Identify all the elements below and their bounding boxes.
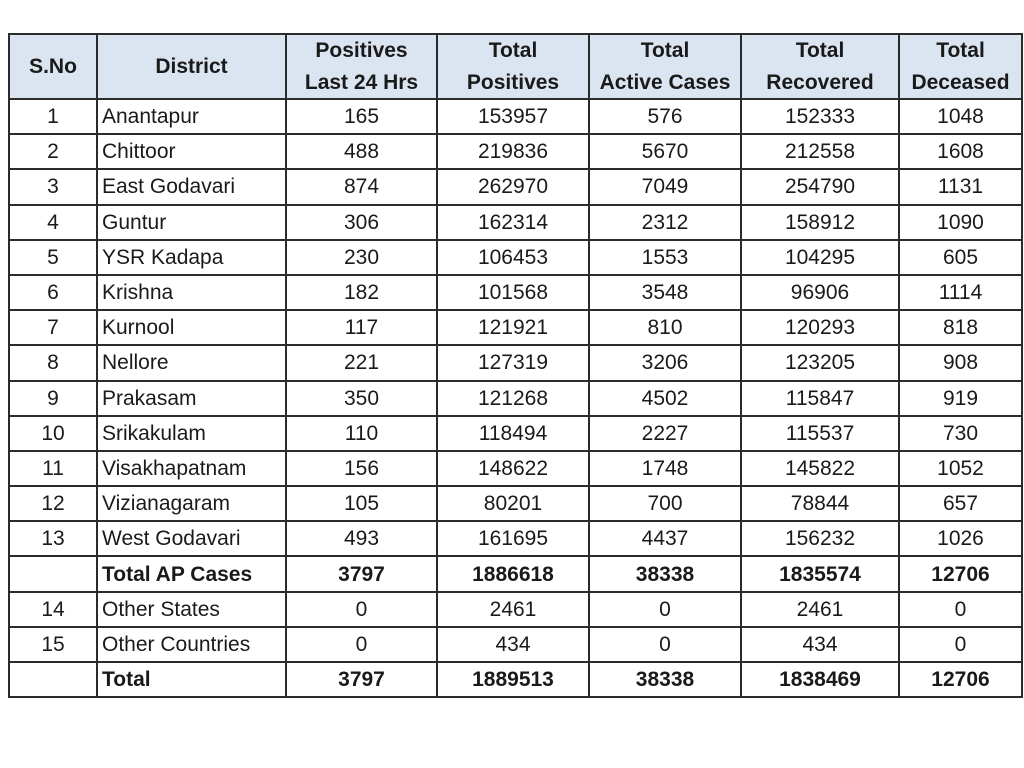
cell-positives-last-24: 230	[286, 240, 437, 275]
cell-total-deceased: 1052	[899, 451, 1022, 486]
cell-sno: 1	[9, 99, 97, 134]
cell-total-recovered: 434	[741, 627, 899, 662]
table-row	[9, 521, 1022, 556]
cell-district: Anantapur	[97, 99, 286, 134]
cell-positives-last-24: 306	[286, 205, 437, 240]
cell-total-recovered: 1838469	[741, 662, 899, 697]
cell-total-positives: 106453	[437, 240, 589, 275]
cell-sno	[9, 662, 97, 697]
cell-total-deceased: 1090	[899, 205, 1022, 240]
cell-total-recovered: 120293	[741, 310, 899, 345]
cell-district: YSR Kadapa	[97, 240, 286, 275]
cell-positives-last-24: 3797	[286, 556, 437, 591]
table-total-row	[9, 556, 1022, 591]
cell-district: East Godavari	[97, 169, 286, 204]
cell-total-active: 2227	[589, 416, 741, 451]
cell-sno: 2	[9, 134, 97, 169]
cell-total-deceased: 908	[899, 345, 1022, 380]
cell-positives-last-24: 182	[286, 275, 437, 310]
cell-district: Vizianagaram	[97, 486, 286, 521]
header-total-active: Total Active Cases	[589, 34, 741, 99]
cell-positives-last-24: 156	[286, 451, 437, 486]
cell-total-positives: 127319	[437, 345, 589, 380]
cell-total-active: 810	[589, 310, 741, 345]
cell-total-positives: 121268	[437, 381, 589, 416]
cell-total-positives: 80201	[437, 486, 589, 521]
cell-total-positives: 1889513	[437, 662, 589, 697]
table-row	[9, 205, 1022, 240]
district-cases-table-container	[8, 33, 1021, 698]
header-positives-last-24: Positives Last 24 Hrs	[286, 34, 437, 99]
cell-total-positives: 262970	[437, 169, 589, 204]
cell-total-positives: 162314	[437, 205, 589, 240]
cell-district: Nellore	[97, 345, 286, 380]
table-row	[9, 169, 1022, 204]
cell-total-recovered: 96906	[741, 275, 899, 310]
cell-district: Other Countries	[97, 627, 286, 662]
cell-total-active: 38338	[589, 556, 741, 591]
cell-sno: 3	[9, 169, 97, 204]
cell-total-recovered: 123205	[741, 345, 899, 380]
cell-total-active: 7049	[589, 169, 741, 204]
cell-district: Total AP Cases	[97, 556, 286, 591]
cell-total-active: 38338	[589, 662, 741, 697]
cell-total-active: 3206	[589, 345, 741, 380]
cell-sno: 15	[9, 627, 97, 662]
cell-sno: 5	[9, 240, 97, 275]
cell-total-positives: 148622	[437, 451, 589, 486]
cell-positives-last-24: 874	[286, 169, 437, 204]
cell-district: Prakasam	[97, 381, 286, 416]
cell-total-deceased: 0	[899, 627, 1022, 662]
cell-positives-last-24: 110	[286, 416, 437, 451]
table-total-row	[9, 662, 1022, 697]
cell-total-recovered: 254790	[741, 169, 899, 204]
header-total-positives: Total Positives	[437, 34, 589, 99]
cell-total-active: 5670	[589, 134, 741, 169]
cell-district: Chittoor	[97, 134, 286, 169]
cell-total-positives: 101568	[437, 275, 589, 310]
cell-district: Guntur	[97, 205, 286, 240]
table-header	[9, 34, 1022, 99]
cell-positives-last-24: 488	[286, 134, 437, 169]
cell-positives-last-24: 493	[286, 521, 437, 556]
cell-positives-last-24: 3797	[286, 662, 437, 697]
cell-total-deceased: 657	[899, 486, 1022, 521]
cell-district: Kurnool	[97, 310, 286, 345]
cell-total-positives: 434	[437, 627, 589, 662]
cell-sno: 14	[9, 592, 97, 627]
cell-total-recovered: 115537	[741, 416, 899, 451]
header-total-deceased: Total Deceased	[899, 34, 1022, 99]
cell-total-deceased: 1048	[899, 99, 1022, 134]
cell-positives-last-24: 0	[286, 627, 437, 662]
cell-total-recovered: 78844	[741, 486, 899, 521]
cell-total-recovered: 152333	[741, 99, 899, 134]
cell-total-active: 576	[589, 99, 741, 134]
cell-district: Visakhapatnam	[97, 451, 286, 486]
table-row	[9, 310, 1022, 345]
table-row	[9, 592, 1022, 627]
table-row	[9, 416, 1022, 451]
cell-positives-last-24: 0	[286, 592, 437, 627]
cell-sno: 10	[9, 416, 97, 451]
cell-district: Srikakulam	[97, 416, 286, 451]
cell-total-recovered: 115847	[741, 381, 899, 416]
cell-sno	[9, 556, 97, 591]
table-row	[9, 486, 1022, 521]
cell-total-deceased: 1114	[899, 275, 1022, 310]
cell-positives-last-24: 117	[286, 310, 437, 345]
cell-total-deceased: 1608	[899, 134, 1022, 169]
cell-total-active: 3548	[589, 275, 741, 310]
cell-total-deceased: 730	[899, 416, 1022, 451]
cell-total-recovered: 145822	[741, 451, 899, 486]
cell-total-positives: 118494	[437, 416, 589, 451]
cell-total-positives: 1886618	[437, 556, 589, 591]
cell-sno: 9	[9, 381, 97, 416]
cell-total-deceased: 1131	[899, 169, 1022, 204]
cell-sno: 11	[9, 451, 97, 486]
cell-district: Total	[97, 662, 286, 697]
cell-total-active: 4502	[589, 381, 741, 416]
table-row	[9, 627, 1022, 662]
header-row	[9, 34, 1022, 99]
cell-positives-last-24: 165	[286, 99, 437, 134]
cell-total-recovered: 2461	[741, 592, 899, 627]
header-sno: S.No	[9, 34, 97, 99]
cell-total-positives: 161695	[437, 521, 589, 556]
cell-total-deceased: 919	[899, 381, 1022, 416]
cell-total-deceased: 818	[899, 310, 1022, 345]
header-district: District	[97, 34, 286, 99]
cell-positives-last-24: 350	[286, 381, 437, 416]
cell-total-deceased: 0	[899, 592, 1022, 627]
cell-sno: 8	[9, 345, 97, 380]
cell-total-recovered: 104295	[741, 240, 899, 275]
cell-total-recovered: 212558	[741, 134, 899, 169]
table-row	[9, 99, 1022, 134]
table-row	[9, 240, 1022, 275]
cell-total-recovered: 1835574	[741, 556, 899, 591]
cell-sno: 6	[9, 275, 97, 310]
cell-sno: 7	[9, 310, 97, 345]
table-row	[9, 134, 1022, 169]
table-row	[9, 451, 1022, 486]
cell-total-active: 700	[589, 486, 741, 521]
cell-district: Krishna	[97, 275, 286, 310]
cell-total-recovered: 156232	[741, 521, 899, 556]
cell-total-positives: 2461	[437, 592, 589, 627]
cell-total-positives: 121921	[437, 310, 589, 345]
cell-total-active: 0	[589, 592, 741, 627]
cell-total-recovered: 158912	[741, 205, 899, 240]
table-row	[9, 381, 1022, 416]
cell-positives-last-24: 221	[286, 345, 437, 380]
cell-total-active: 1748	[589, 451, 741, 486]
cell-positives-last-24: 105	[286, 486, 437, 521]
cell-total-active: 2312	[589, 205, 741, 240]
header-total-recovered: Total Recovered	[741, 34, 899, 99]
cell-total-positives: 219836	[437, 134, 589, 169]
cell-district: Other States	[97, 592, 286, 627]
cell-district: West Godavari	[97, 521, 286, 556]
cell-total-deceased: 12706	[899, 662, 1022, 697]
cell-sno: 4	[9, 205, 97, 240]
cell-total-positives: 153957	[437, 99, 589, 134]
cell-sno: 13	[9, 521, 97, 556]
cell-total-active: 4437	[589, 521, 741, 556]
cell-total-deceased: 605	[899, 240, 1022, 275]
table-row	[9, 345, 1022, 380]
table-body	[9, 99, 1022, 697]
cell-total-active: 0	[589, 627, 741, 662]
cell-sno: 12	[9, 486, 97, 521]
cell-total-active: 1553	[589, 240, 741, 275]
table-row	[9, 275, 1022, 310]
cell-total-deceased: 12706	[899, 556, 1022, 591]
district-cases-table	[8, 33, 1023, 698]
cell-total-deceased: 1026	[899, 521, 1022, 556]
